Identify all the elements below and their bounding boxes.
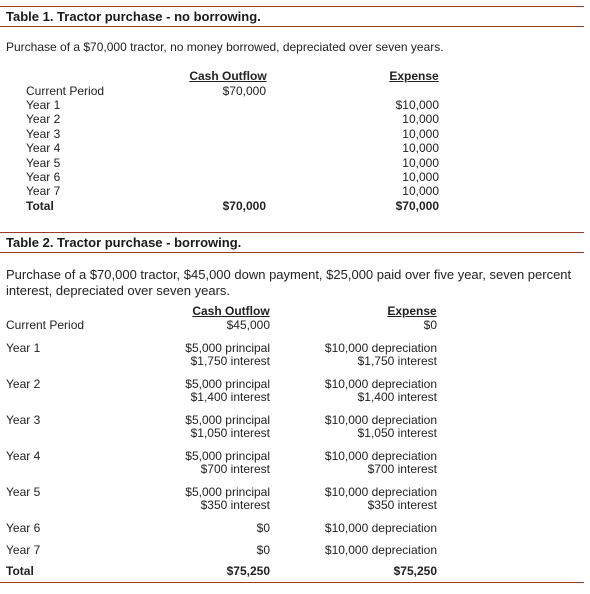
table2-row-expense-depreciation: $10,000 depreciation <box>324 413 437 427</box>
table1-row-label: Year 7 <box>26 184 61 198</box>
table2-row-cash-principal: $5,000 principal <box>185 485 270 499</box>
table1-row-expense: 10,000 <box>402 127 439 141</box>
table2-row-expense-depreciation: $10,000 depreciation <box>324 521 437 535</box>
table1-total-label: Total <box>26 199 54 213</box>
table1-row-expense: $10,000 <box>395 98 439 112</box>
table1-row-expense: 10,000 <box>402 112 439 126</box>
table2-bottom-rule <box>0 582 584 583</box>
table2-total-expense: $75,250 <box>393 564 437 578</box>
table2-row-label: Year 6 <box>6 521 41 535</box>
table1-top-rule <box>0 6 584 7</box>
table1-title-rule <box>0 26 584 27</box>
table2-row-cash-principal: $5,000 principal <box>185 449 270 463</box>
table2-row-label: Year 2 <box>6 377 41 391</box>
table2-row-label: Year 1 <box>6 341 41 355</box>
table2-row-cash-interest: $1,050 interest <box>190 426 270 440</box>
table2-row-label: Year 7 <box>6 543 41 557</box>
table1-row-label: Current Period <box>26 84 105 98</box>
table1-row-label: Year 4 <box>26 141 61 155</box>
table2-header-cash: Cash Outflow <box>192 304 270 318</box>
table1-total-cash: $70,000 <box>222 199 266 213</box>
table1-row-label: Year 5 <box>26 156 61 170</box>
table2-total-label: Total <box>6 564 34 578</box>
table2-row-cash-interest: $350 interest <box>200 498 270 512</box>
table2-row-cash-principal: $5,000 principal <box>185 341 270 355</box>
table2-title-rule <box>0 252 584 253</box>
table2-row-expense-depreciation: $10,000 depreciation <box>324 485 437 499</box>
table2-row-label: Year 4 <box>6 449 41 463</box>
table2-title: Table 2. Tractor purchase - borrowing. <box>6 235 242 250</box>
table2-row-expense-interest: $1,400 interest <box>357 390 437 404</box>
table2-header-expense: Expense <box>387 304 437 318</box>
table1-total-expense: $70,000 <box>395 199 439 213</box>
table1-row-expense: 10,000 <box>402 170 439 184</box>
table1-header-expense: Expense <box>389 69 439 83</box>
table2-row-cash-interest: $1,400 interest <box>190 390 270 404</box>
table2-row-cash-interest: $700 interest <box>200 462 270 476</box>
table2-row-label: Year 5 <box>6 485 41 499</box>
table1-row-label: Year 6 <box>26 170 61 184</box>
table2-row-label: Current Period <box>6 318 85 332</box>
table2-row-label: Year 3 <box>6 413 41 427</box>
table2-row-cash: $45,000 <box>226 318 270 332</box>
table2-row-expense-interest: $1,050 interest <box>357 426 437 440</box>
table2-row-cash: $0 <box>256 521 270 535</box>
table1-row-label: Year 3 <box>26 127 61 141</box>
table1-row-label: Year 2 <box>26 112 61 126</box>
table1-description: Purchase of a $70,000 tractor, no money borrowed, depreciated over seven years. <box>6 40 444 54</box>
table2-row-cash-principal: $5,000 principal <box>185 413 270 427</box>
table2-row-expense-depreciation: $10,000 depreciation <box>324 449 437 463</box>
table2-description: Purchase of a $70,000 tractor, $45,000 down payment, $25,000 paid over five year, seven percent interest, depreciated over seven years. <box>6 267 572 298</box>
table2-row-expense: $0 <box>423 318 437 332</box>
table1-row-expense: 10,000 <box>402 156 439 170</box>
table2-row-expense-interest: $700 interest <box>367 462 437 476</box>
table2-row-expense-depreciation: $10,000 depreciation <box>324 543 437 557</box>
table1-row-expense: 10,000 <box>402 141 439 155</box>
table2-row-expense-depreciation: $10,000 depreciation <box>324 377 437 391</box>
table2-row-expense-depreciation: $10,000 depreciation <box>324 341 437 355</box>
table1-title: Table 1. Tractor purchase - no borrowing. <box>6 9 261 24</box>
table2-row-cash-interest: $1,750 interest <box>190 354 270 368</box>
table2-top-rule <box>0 232 584 233</box>
table2-row-cash-principal: $5,000 principal <box>185 377 270 391</box>
table1-row-label: Year 1 <box>26 98 61 112</box>
table2-row-expense-interest: $1,750 interest <box>357 354 437 368</box>
table1-header-cash: Cash Outflow <box>189 69 267 83</box>
table2-row-expense-interest: $350 interest <box>367 498 437 512</box>
table2-total-cash: $75,250 <box>226 564 270 578</box>
table2-row-cash: $0 <box>256 543 270 557</box>
table1-row-cash: $70,000 <box>222 84 266 98</box>
table1-row-expense: 10,000 <box>402 184 439 198</box>
